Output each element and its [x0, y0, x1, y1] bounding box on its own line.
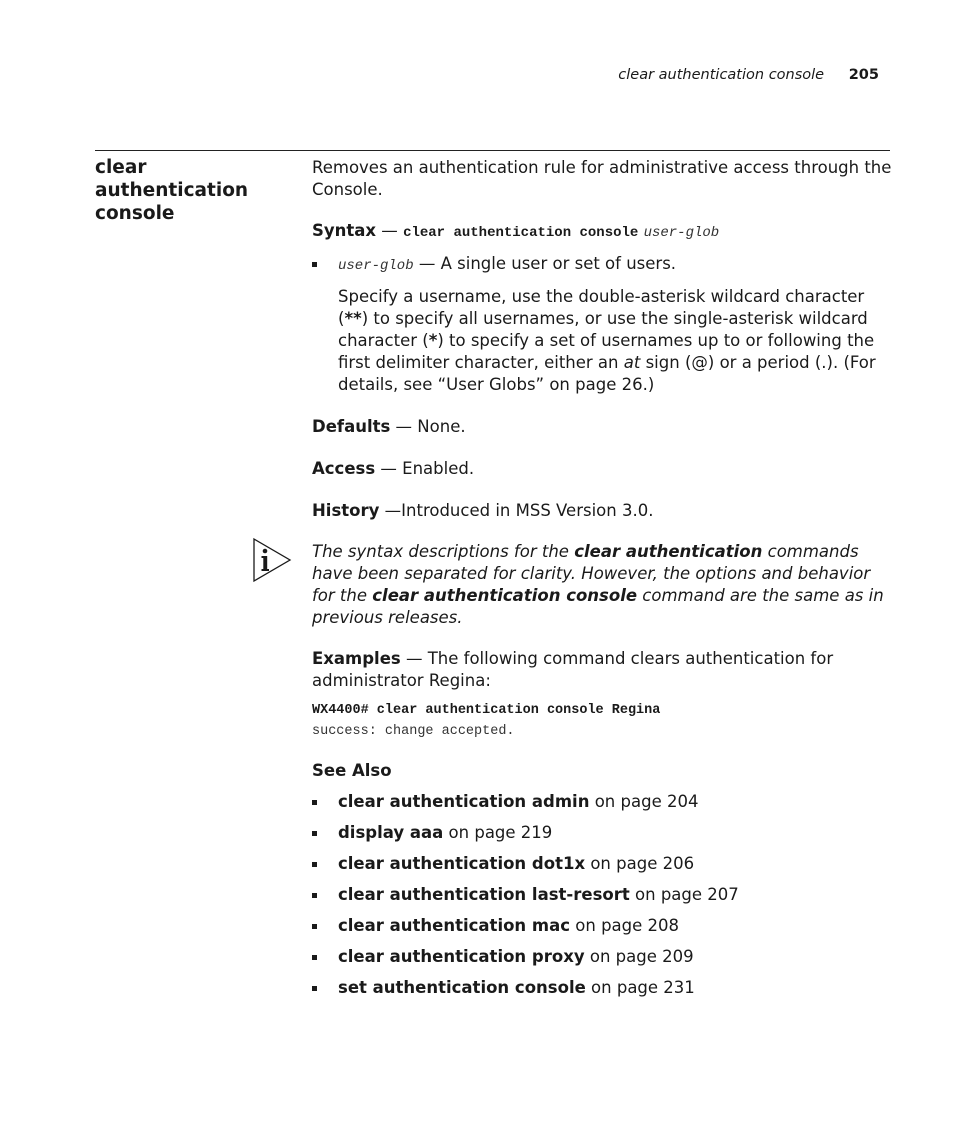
section-body [312, 157, 892, 1008]
history-line [312, 500, 892, 522]
section-title-line2: console [95, 203, 175, 224]
see-also-command: set authentication console [338, 978, 586, 997]
examples-label: Examples [312, 649, 401, 668]
info-note-icon [252, 537, 292, 583]
see-also-command: clear authentication proxy [338, 947, 585, 966]
syntax-argument: user-glob [643, 225, 720, 241]
syntax-label: Syntax [312, 221, 377, 240]
double-asterisk: ** [344, 309, 362, 328]
see-also-command: display aaa [338, 823, 444, 842]
see-also-item[interactable] [312, 946, 892, 968]
defaults-text: — None. [390, 417, 466, 436]
see-also-item[interactable] [312, 884, 892, 906]
example-output: success: change accepted. [312, 724, 515, 739]
syntax-line [312, 220, 892, 244]
param-name: user-glob [338, 258, 414, 274]
examples-text: — The following command clears authentication for administrator Regina: [312, 649, 834, 690]
see-also-item[interactable] [312, 791, 892, 813]
see-also-list [312, 791, 892, 999]
see-also-item[interactable] [312, 822, 892, 844]
page-number: 205 [848, 67, 879, 83]
history-text: —Introduced in MSS Version 3.0. [379, 501, 654, 520]
see-also-page: on page 208 [570, 916, 680, 935]
param-detail-text-4: sign (@) or a period (.). (For details, see “User Globs” on page 26.) [338, 353, 876, 394]
syntax-dash: — [376, 221, 404, 240]
running-header [618, 67, 879, 83]
example-code-block [312, 700, 892, 742]
see-also-item[interactable] [312, 977, 892, 999]
note-text [312, 541, 892, 629]
section-divider [95, 150, 890, 151]
defaults-label: Defaults [312, 417, 391, 436]
param-summary: — A single user or set of users. [413, 254, 677, 273]
syntax-command: clear authentication console [403, 225, 639, 241]
param-detail-text-2: ) to specify all usernames, or use the single-asterisk wildcard character ( [338, 309, 868, 350]
see-also-command: clear authentication admin [338, 792, 590, 811]
see-also-item[interactable] [312, 853, 892, 875]
param-detail-text-3: ) to specify a set of usernames up to or following the first delimiter character, either an [338, 331, 875, 372]
see-also-page: on page 204 [589, 792, 699, 811]
see-also-page: on page 207 [629, 885, 739, 904]
examples-line [312, 648, 892, 692]
section-title-line1: clear authentication [95, 157, 249, 201]
access-label: Access [312, 459, 376, 478]
note-bold-2: clear authentication console [372, 586, 638, 605]
param-item [312, 253, 892, 277]
note-text-2: commands have been separated for clarity. However, the options and behavior for the [312, 542, 871, 605]
access-text: — Enabled. [375, 459, 475, 478]
note-bold-1: clear authentication [574, 542, 763, 561]
defaults-line [312, 416, 892, 438]
see-also-heading: See Also [312, 761, 392, 780]
see-also-page: on page 231 [585, 978, 695, 997]
see-also-command: clear authentication mac [338, 916, 571, 935]
see-also-command: clear authentication dot1x [338, 854, 586, 873]
section-title [95, 156, 300, 225]
access-line [312, 458, 892, 480]
section-description: Removes an authentication rule for administrative access through the Console. [312, 158, 892, 199]
param-detail-text-1: Specify a username, use the double-asterisk wildcard character ( [338, 287, 865, 328]
see-also-page: on page 209 [584, 947, 694, 966]
param-detail [312, 286, 892, 396]
see-also-page: on page 206 [585, 854, 695, 873]
single-asterisk: * [428, 331, 438, 350]
see-also-page: on page 219 [443, 823, 553, 842]
history-label: History [312, 501, 380, 520]
see-also-command: clear authentication last-resort [338, 885, 630, 904]
example-command: WX4400# clear authentication console Regina [312, 703, 661, 718]
at-word: at [623, 353, 641, 372]
see-also-item[interactable] [312, 915, 892, 937]
note-text-1: The syntax descriptions for the [312, 542, 575, 561]
note-text-3: command are the same as in previous releases. [312, 586, 884, 627]
note-block [312, 541, 892, 629]
running-title: clear authentication console [618, 67, 825, 83]
